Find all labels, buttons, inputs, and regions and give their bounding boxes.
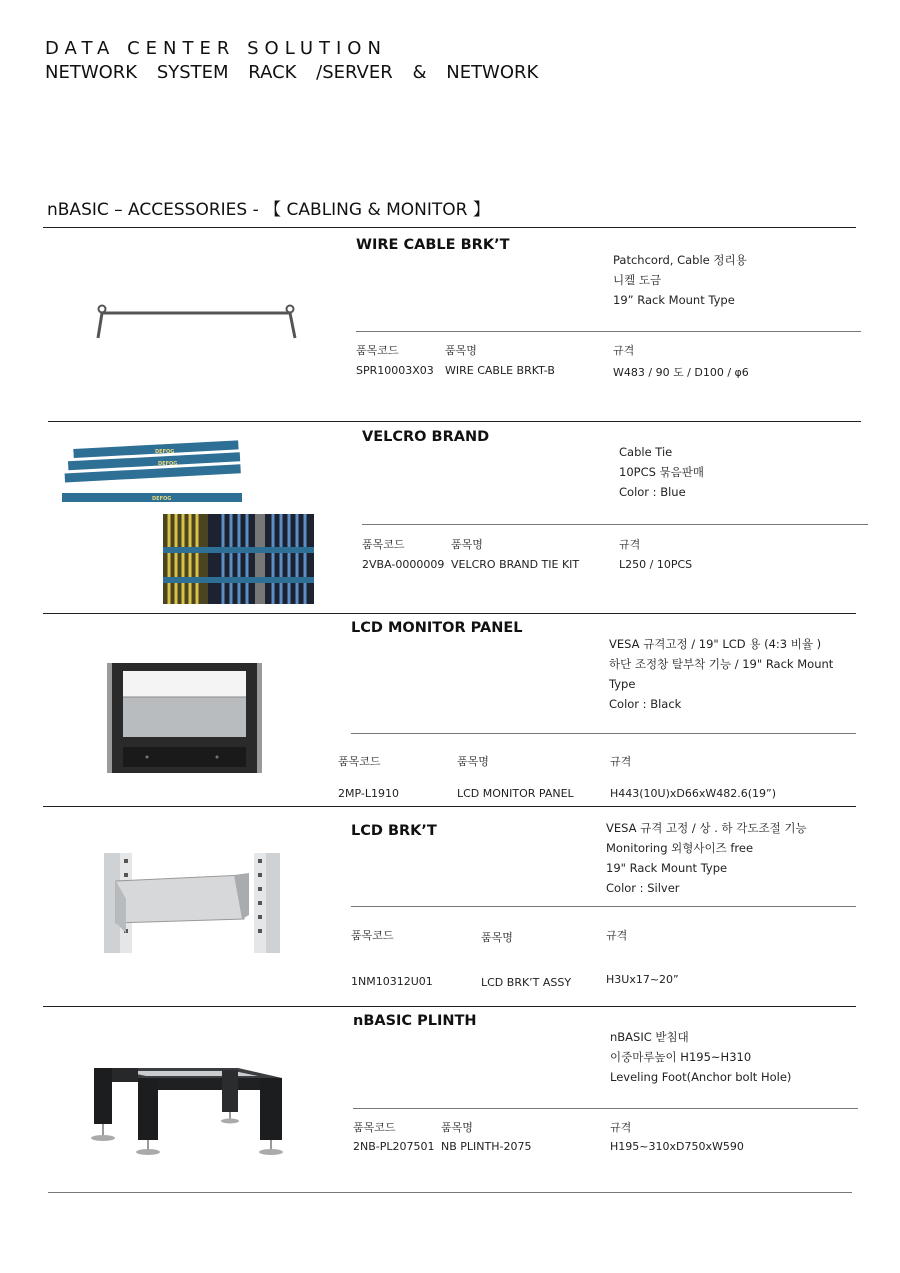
- product-spec: H195~310xD750xW590: [610, 1140, 744, 1153]
- header-line-2: NETWORK SYSTEM RACK /SERVER & NETWORK: [45, 62, 539, 83]
- desc-line: Monitoring 외형사이즈 free: [606, 841, 754, 855]
- label-name: 품목명: [481, 931, 513, 944]
- desc-line: Color : Silver: [606, 881, 680, 895]
- product-title: VELCRO BRAND: [362, 429, 490, 445]
- label-spec: 규격: [610, 755, 632, 768]
- desc-line: nBASIC 받침대: [610, 1030, 689, 1044]
- product-description: [609, 634, 833, 714]
- product-description: [606, 818, 807, 898]
- label-code: 품목코드: [356, 344, 399, 357]
- product-title: LCD BRK’T: [351, 823, 437, 839]
- product-image-velcro-rack: [163, 514, 314, 604]
- lcd-bracket-icon: [104, 853, 280, 953]
- label-name: 품목명: [441, 1121, 473, 1134]
- spec-divider: [362, 524, 868, 525]
- product-image-wire-bracket: [90, 295, 310, 345]
- label-code: 품목코드: [353, 1121, 396, 1134]
- desc-line: Color : Blue: [619, 485, 686, 499]
- product-divider: [43, 613, 856, 614]
- desc-line: VESA 규격 고정 / 상 . 하 각도조절 기능: [606, 821, 807, 835]
- strap-label: DEFOG: [158, 461, 178, 467]
- product-spec: H3Ux17~20”: [606, 973, 679, 986]
- monitor-panel-icon: [107, 661, 262, 775]
- product-spec: W483 / 90 도 / D100 / φ6: [613, 366, 749, 379]
- product-code: 2VBA-0000009: [362, 558, 445, 571]
- product-image-lcd-bracket: [104, 853, 280, 953]
- product-description: [613, 250, 747, 310]
- wire-bracket-icon: [90, 295, 310, 345]
- product-name: VELCRO BRAND TIE KIT: [451, 558, 580, 571]
- product-code: 2NB-PL207501: [353, 1140, 435, 1153]
- product-name: LCD MONITOR PANEL: [457, 787, 574, 800]
- product-name: WIRE CABLE BRKT-B: [445, 364, 555, 377]
- spec-divider: [351, 906, 856, 907]
- product-image-velcro-straps: [60, 440, 245, 508]
- strap-label: DEFOG: [155, 449, 175, 455]
- desc-line: 이중마루높이 H195~H310: [610, 1050, 752, 1064]
- product-title: WIRE CABLE BRK’T: [356, 237, 510, 253]
- desc-line: Cable Tie: [619, 445, 673, 459]
- product-title: LCD MONITOR PANEL: [351, 620, 523, 636]
- product-image-plinth: [88, 1060, 288, 1160]
- product-code: 1NM10312U01: [351, 975, 433, 988]
- label-spec: 규격: [613, 344, 635, 357]
- spec-divider: [356, 331, 861, 332]
- product-name: NB PLINTH-2075: [441, 1140, 532, 1153]
- label-name: 품목명: [451, 538, 483, 551]
- label-name: 품목명: [445, 344, 477, 357]
- product-divider: [43, 1006, 856, 1007]
- spec-divider: [353, 1108, 858, 1109]
- desc-line: 19" Rack Mount Type: [606, 861, 728, 875]
- label-code: 품목코드: [338, 755, 381, 768]
- label-spec: 규격: [610, 1121, 632, 1134]
- product-spec: L250 / 10PCS: [619, 558, 693, 571]
- desc-line: Patchcord, Cable 정리용: [613, 253, 747, 267]
- velcro-ties-icon: [60, 440, 245, 508]
- desc-line: VESA 규격고정 / 19" LCD 용 (4:3 비율 ): [609, 637, 822, 651]
- desc-line: Leveling Foot(Anchor bolt Hole): [610, 1070, 792, 1084]
- section-title: nBASIC – ACCESSORIES - 【 CABLING & MONITOR 】: [47, 200, 490, 220]
- label-code: 품목코드: [362, 538, 405, 551]
- product-description: [610, 1027, 791, 1087]
- desc-line: 하단 조정창 탈부착 기능 / 19" Rack Mount: [609, 657, 834, 671]
- strap-label: DEFOG: [152, 496, 172, 502]
- label-code: 품목코드: [351, 929, 394, 942]
- desc-line: Color : Black: [609, 697, 682, 711]
- header-line-1: DATA CENTER SOLUTION: [45, 38, 387, 59]
- plinth-icon: [88, 1060, 288, 1160]
- label-name: 품목명: [457, 755, 489, 768]
- product-code: SPR10003X03: [356, 364, 434, 377]
- spec-divider: [351, 733, 856, 734]
- section-divider: [43, 227, 856, 228]
- product-title: nBASIC PLINTH: [353, 1013, 477, 1029]
- desc-line: 19” Rack Mount Type: [613, 293, 735, 307]
- desc-line: Type: [609, 677, 636, 691]
- product-code: 2MP-L1910: [338, 787, 399, 800]
- desc-line: 10PCS 묶음판매: [619, 465, 704, 479]
- desc-line: 니켈 도금: [613, 273, 662, 287]
- cable-rack-photo-icon: [163, 514, 314, 604]
- product-description: [619, 442, 704, 502]
- label-spec: 규격: [606, 929, 628, 942]
- label-spec: 규격: [619, 538, 641, 551]
- product-divider: [48, 421, 861, 422]
- product-spec: H443(10U)xD66xW482.6(19”): [610, 787, 777, 800]
- page-bottom-divider: [48, 1192, 852, 1193]
- product-image-monitor-panel: [107, 661, 262, 775]
- product-name: LCD BRK’T ASSY: [481, 976, 572, 989]
- product-divider: [43, 806, 856, 807]
